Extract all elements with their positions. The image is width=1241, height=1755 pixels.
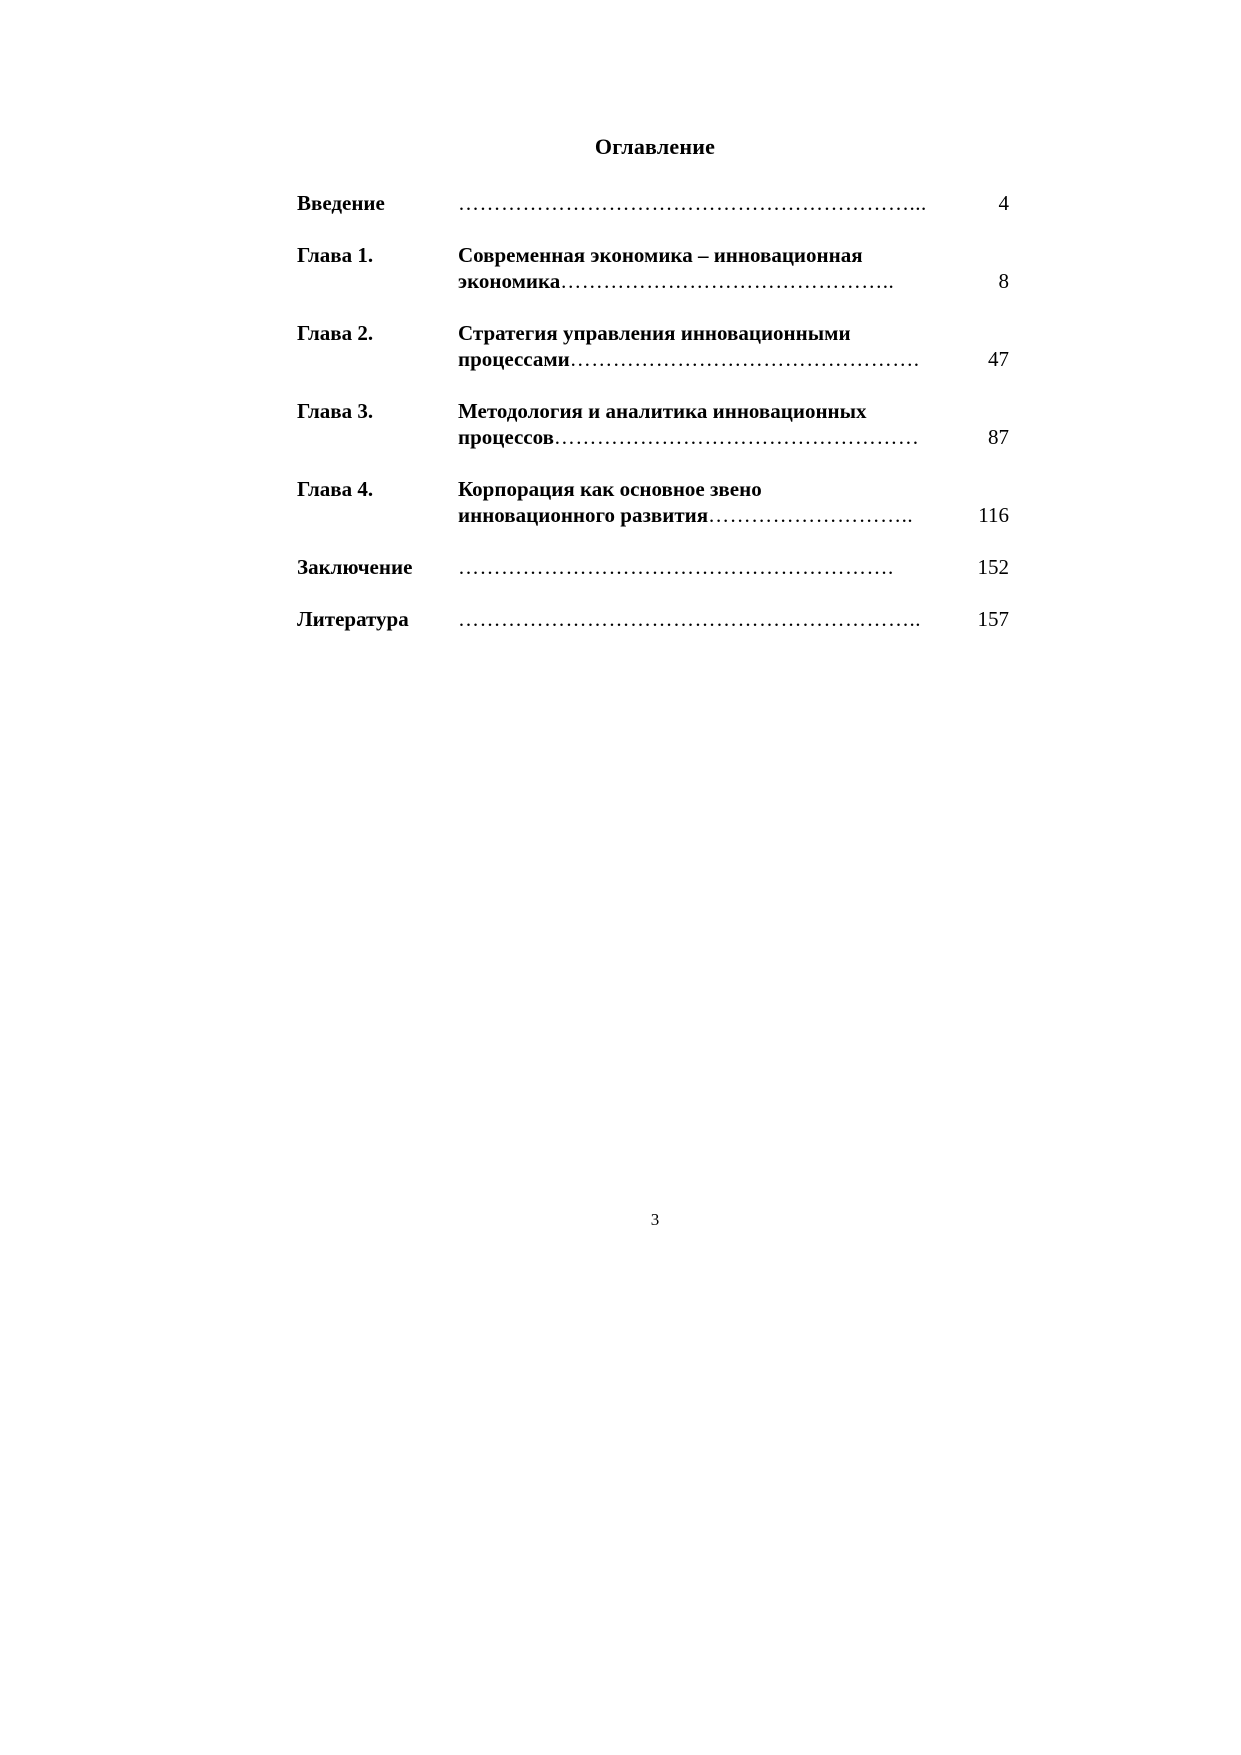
toc-entry-chapter-3[interactable]: [297, 398, 1009, 454]
toc-entry-title-line: [458, 554, 946, 580]
toc-dot-leader: …………………………………………………….: [458, 555, 894, 579]
page-number: 3: [650, 1210, 660, 1229]
toc-entry-page: 152: [977, 555, 1009, 579]
toc-entry-chapter-4[interactable]: [297, 476, 1009, 532]
toc-dot-leader: ………………………………………………………..: [458, 607, 921, 631]
toc-entry-label: Введение: [297, 191, 385, 215]
toc-entry-title-line: Стратегия управления инновационными: [458, 321, 851, 345]
toc-title: Оглавление: [594, 134, 716, 159]
toc-dot-leader: ………………………………………..: [560, 269, 895, 293]
toc-entry-title-line: процессами………………………………………….: [458, 347, 920, 371]
toc-entry-conclusion[interactable]: [297, 554, 1009, 584]
toc-entry-page: 47: [988, 347, 1009, 371]
toc-entry-title-line: Корпорация как основное звено: [458, 477, 762, 501]
toc-entry-title: [458, 554, 946, 580]
toc-entry-title-line: [458, 190, 946, 216]
toc-entry-chapter-2[interactable]: [297, 320, 1009, 376]
toc-entry-page: 4: [998, 191, 1009, 215]
toc-entry-title: [458, 242, 946, 294]
toc-dot-leader: ………………………………………………………...: [458, 191, 927, 215]
toc-entry-title-line: инновационного развития………………………..: [458, 503, 914, 527]
toc-entry-title: [458, 476, 946, 528]
toc-dot-leader: ………………………..: [708, 503, 914, 527]
toc-entry-label: Заключение: [297, 555, 413, 579]
toc-entry-page: 116: [978, 503, 1009, 527]
toc-entry-chapter-1[interactable]: [297, 242, 1009, 298]
toc-entry-title: [458, 320, 946, 372]
toc-entry-title: [458, 190, 946, 216]
toc-entry-page: 8: [998, 269, 1009, 293]
toc-entry-title: [458, 606, 946, 632]
toc-entry-label: Литература: [297, 607, 409, 631]
toc-entry-label: Глава 2.: [297, 321, 374, 345]
toc-entry-label: Глава 4.: [297, 477, 374, 501]
toc-entry-introduction[interactable]: [297, 190, 1009, 220]
toc-entry-title-line: экономика………………………………………..: [458, 269, 895, 293]
toc-entry-label: Глава 1.: [297, 243, 374, 267]
toc-entry-title: [458, 398, 946, 450]
toc-dot-leader: ……………………………………………: [553, 425, 920, 449]
toc-entry-page: 157: [977, 607, 1009, 631]
toc-entry-page: 87: [988, 425, 1009, 449]
toc-entry-title-line: Методология и аналитика инновационных: [458, 399, 867, 423]
toc-dot-leader: ………………………………………….: [569, 347, 920, 371]
toc-entry-references[interactable]: [297, 606, 1009, 636]
toc-entry-title-line: Современная экономика – инновационная: [458, 243, 863, 267]
toc-entry-label: Глава 3.: [297, 399, 374, 423]
toc-entry-title-line: процессов……………………………………………: [458, 425, 920, 449]
toc-entry-title-line: [458, 606, 946, 632]
